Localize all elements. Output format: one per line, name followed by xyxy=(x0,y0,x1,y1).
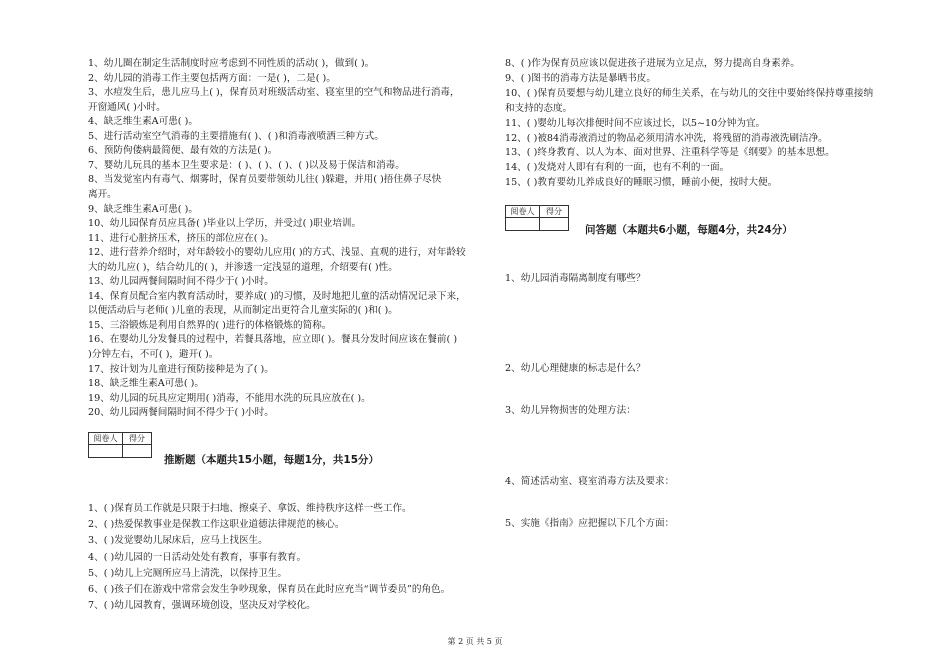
reviewer-cell xyxy=(506,218,540,230)
question-line: 2、幼儿园的消毒工作主要包括两方面：一是( )，二是( )。 xyxy=(88,72,336,84)
score-box-judge xyxy=(88,432,152,458)
question-line: 8、当发觉室内有毒气、烟雾时，保育员要带领幼儿往( )躲避，并用( )捂住鼻子尽快 xyxy=(88,174,442,186)
question-line: 2、( )热爱保教事业是保教工作这职业道德法律规范的核心。 xyxy=(88,519,345,531)
question-line: 13、幼儿园两餐间隔时间不得少于( )小时。 xyxy=(88,276,274,288)
question-line: 3、水痘发生后，患儿应马上( )，保育员对班级活动室、寝室里的空气和物品进行消毒， xyxy=(88,87,460,99)
question-line: 4、( )幼儿园的一日活动处处有教育，事事有教育。 xyxy=(88,551,307,563)
score-label: 得分 xyxy=(540,206,568,218)
qa-section-title: 问答题（本题共6小题，每题4分，共24分） xyxy=(585,224,793,236)
question-line: 1、幼儿圈在制定生活制度时应考虑到不同性质的活动( )，做到( )。 xyxy=(88,58,375,69)
question-line: 15、三浴锻炼是利用自然界的( )进行的体格锻炼的简称。 xyxy=(88,319,332,331)
question-line: 离开。 xyxy=(88,188,117,200)
question-line: 19、幼儿园的玩具应定期用( )消毒，不能用水洗的玩具应放在( )。 xyxy=(88,392,371,404)
score-label: 得分 xyxy=(123,433,151,445)
reviewer-label: 阅卷人 xyxy=(506,206,540,218)
question-line: 10、幼儿园保育员应具备( )毕业以上学历，并受过( )职业培训。 xyxy=(88,218,362,230)
question-line: 13、( )终身教育、以人为本、面对世界、注重科学等是《纲要》的基本思想。 xyxy=(505,147,835,159)
question-line: 11、进行心脏挤压术，挤压的部位应在( )。 xyxy=(88,232,274,244)
question-line: 16、在婴幼儿分发餐具的过程中，若餐具落地，应立即( )。餐具分发时间应该在餐前( ) xyxy=(88,334,458,346)
question-line: 1、( )保育员工作就是只限于扫地、擦桌子、拿饭、维持秩序这样一些工作。 xyxy=(88,503,412,514)
question-line: 8、( )作为保育员应该以促进孩子进展为立足点，努力提高自身素养。 xyxy=(505,58,800,69)
question-line: 5、进行活动室空气消毒的主要措施有( )、( )和消毒液喷洒三种方式。 xyxy=(88,130,384,142)
question-line: 6、( )孩子们在游戏中常常会发生争吵现象，保育员在此时应充当“调节委员”的角色。 xyxy=(88,584,451,595)
question-line: 大的幼儿应( )，结合幼儿的( )，并渗透一定浅显的道理，介绍要有( )性。 xyxy=(88,261,398,273)
question-line: 开窗通风( )小时。 xyxy=(88,101,166,113)
judge-section-title: 推断题（本题共15小题，每题1分，共15分） xyxy=(164,454,380,466)
question-line: 15、( )教育要幼儿养成良好的睡眠习惯，睡前小便，按时大便。 xyxy=(505,177,778,189)
score-box-qa xyxy=(505,205,569,231)
reviewer-cell xyxy=(89,445,123,457)
question-line: 3、( )发觉婴幼儿尿床后，应马上找医生。 xyxy=(88,535,268,547)
question-line: 3、幼儿异物损害的处理方法： xyxy=(505,405,636,416)
question-line: 20、幼儿园两餐间隔时间不得少于( )小时。 xyxy=(88,407,274,419)
question-line: 7、婴幼儿玩具的基本卫生要求是：( )、( )、( )、( )以及易于保洁和消毒。 xyxy=(88,159,405,171)
reviewer-label: 阅卷人 xyxy=(89,433,123,445)
question-line: 17、按计划为儿童进行预防接种是为了( )。 xyxy=(88,363,274,375)
question-line: 9、缺乏维生素A可患( )。 xyxy=(88,203,198,215)
question-line: 9、( )图书的消毒方法是暴晒书皮。 xyxy=(505,72,656,84)
page-number: 第 2 页 共 5 页 xyxy=(447,637,503,646)
question-line: 1、幼儿园消毒隔离制度有哪些？ xyxy=(505,273,646,284)
question-line: 11、( )婴幼儿每次排便时间不应该过长，以5~10分钟为宜。 xyxy=(505,117,766,129)
question-line: 5、实施《指南》应把握以下几个方面： xyxy=(505,518,675,529)
question-line: 12、( )被84消毒液消过的物品必须用清水冲洗，将残留的消毒液洗刷洁净。 xyxy=(505,132,828,144)
question-line: 12、进行营养介绍时，对年龄较小的婴幼儿应用( )的方式、浅显、直观的进行，对年龄较 xyxy=(88,247,466,259)
question-line: 10、( )保育员要想与幼儿建立良好的师生关系，在与幼儿的交往中要始终保持尊重接纳 xyxy=(505,87,874,99)
question-line: 4、缺乏维生素A可患( )。 xyxy=(88,116,198,128)
question-line: 和支持的态度。 xyxy=(505,102,573,114)
score-cell xyxy=(540,218,568,230)
question-line: 2、幼儿心理健康的标志是什么？ xyxy=(505,363,646,374)
question-line: 以便活动后与老师( )儿童的表现，从而制定出更符合儿童实际的( )和( )。 xyxy=(88,305,398,317)
question-line: 14、保育员配合室内教育活动时，要养成( )的习惯，及时地把儿童的活动情况记录下来， xyxy=(88,290,466,302)
question-line: 4、简述活动室、寝室消毒方法及要求： xyxy=(505,476,675,487)
question-line: 5、( )幼儿上完厕所应马上清洗，以保持卫生。 xyxy=(88,567,287,579)
question-line: 7、( )幼儿园教育，强调环境创设，坚决反对学校化。 xyxy=(88,600,316,612)
question-line: 6、预防佝偻病最简便、最有效的方法是( )。 xyxy=(88,145,278,157)
question-line: 18、缺乏维生素A可患( )。 xyxy=(88,378,205,390)
question-line: 14、( )发烧对人即有有利的一面，也有不利的一面。 xyxy=(505,162,730,174)
question-line: )分钟左右，不可( )，避开( )。 xyxy=(88,349,219,360)
score-cell xyxy=(123,445,151,457)
